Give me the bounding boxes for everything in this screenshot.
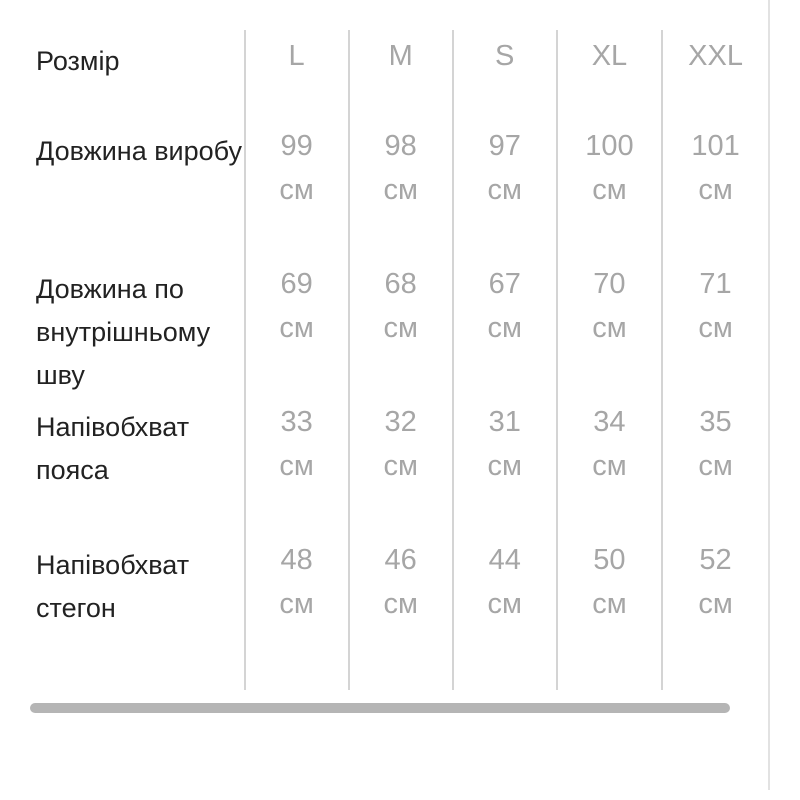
table-row-product-length <box>0 124 768 262</box>
cell-unit: см <box>383 174 418 206</box>
size-name: S <box>495 40 515 72</box>
cell-unit: см <box>698 588 733 620</box>
cell-unit: см <box>383 450 418 482</box>
size-header-row <box>0 30 768 124</box>
table-cell-spacer <box>557 676 662 690</box>
cell-unit: см <box>698 174 733 206</box>
table-cell <box>245 400 349 538</box>
table-cell <box>557 400 662 538</box>
table-cell <box>662 262 768 400</box>
cell-unit: см <box>279 450 314 482</box>
size-header-cell <box>349 30 453 124</box>
size-header-cell <box>662 30 768 124</box>
cell-unit: см <box>698 450 733 482</box>
scrollbar-thumb[interactable] <box>30 703 730 713</box>
cell-unit: см <box>592 450 627 482</box>
cell-value: 48 <box>280 544 313 576</box>
row-label: Напівобхват пояса <box>36 412 190 485</box>
table-row-hip-half-girth <box>0 538 768 676</box>
cell-value: 33 <box>280 406 313 438</box>
cell-unit: см <box>279 312 314 344</box>
cell-value: 71 <box>699 268 732 300</box>
horizontal-scrollbar[interactable] <box>30 703 730 713</box>
cell-unit: см <box>279 588 314 620</box>
table-cell <box>349 124 453 262</box>
cell-unit: см <box>383 312 418 344</box>
cell-value: 34 <box>593 406 626 438</box>
cell-value: 46 <box>384 544 417 576</box>
table-cell <box>453 262 557 400</box>
size-name: XXL <box>688 40 743 72</box>
table-cell <box>349 400 453 538</box>
table-row-waist-half-girth <box>0 400 768 538</box>
cell-value: 32 <box>384 406 417 438</box>
cell-unit: см <box>487 450 522 482</box>
cell-value: 31 <box>488 406 521 438</box>
cell-value: 69 <box>280 268 313 300</box>
table-cell <box>453 124 557 262</box>
cell-unit: см <box>592 588 627 620</box>
row-label: Довжина по внутрішньому шву <box>36 274 211 390</box>
size-name: M <box>388 40 413 72</box>
table-cell <box>557 262 662 400</box>
size-name: L <box>288 40 305 72</box>
cell-unit: см <box>383 588 418 620</box>
size-header-cell <box>557 30 662 124</box>
cell-value: 98 <box>384 130 417 162</box>
table-cell <box>453 400 557 538</box>
table-cell <box>349 262 453 400</box>
table-cell <box>349 538 453 676</box>
cell-unit: см <box>279 174 314 206</box>
cell-value: 50 <box>593 544 626 576</box>
cell-unit: см <box>698 312 733 344</box>
table-cell-spacer <box>245 676 349 690</box>
cell-value: 67 <box>488 268 521 300</box>
cell-value: 100 <box>585 130 634 162</box>
cell-value: 70 <box>593 268 626 300</box>
right-edge-divider <box>768 0 770 790</box>
table-cell <box>245 124 349 262</box>
cell-value: 35 <box>699 406 732 438</box>
row-label: Довжина виробу <box>36 136 243 166</box>
table-row-inseam-length <box>0 262 768 400</box>
cell-value: 101 <box>691 130 740 162</box>
size-header-label: Розмір <box>36 46 120 76</box>
row-label: Напівобхват стегон <box>36 550 190 623</box>
cell-unit: см <box>592 312 627 344</box>
size-name: XL <box>591 40 628 72</box>
cell-unit: см <box>487 312 522 344</box>
table-cell <box>453 538 557 676</box>
size-header-cell <box>453 30 557 124</box>
cell-value: 97 <box>488 130 521 162</box>
table-cell-spacer <box>453 676 557 690</box>
table-cell <box>245 538 349 676</box>
size-table <box>0 30 768 690</box>
cell-unit: см <box>487 588 522 620</box>
cell-unit: см <box>487 174 522 206</box>
table-cell-spacer <box>662 676 768 690</box>
cell-value: 99 <box>280 130 313 162</box>
table-cell <box>662 538 768 676</box>
size-header-cell <box>245 30 349 124</box>
table-bottom-spacer-row <box>0 676 768 690</box>
table-cell <box>557 538 662 676</box>
cell-value: 68 <box>384 268 417 300</box>
table-cell <box>662 400 768 538</box>
cell-value: 44 <box>488 544 521 576</box>
cell-value: 52 <box>699 544 732 576</box>
cell-unit: см <box>592 174 627 206</box>
table-cell <box>662 124 768 262</box>
table-cell-spacer <box>349 676 453 690</box>
row-label-spacer <box>0 676 245 690</box>
table-cell <box>245 262 349 400</box>
table-cell <box>557 124 662 262</box>
